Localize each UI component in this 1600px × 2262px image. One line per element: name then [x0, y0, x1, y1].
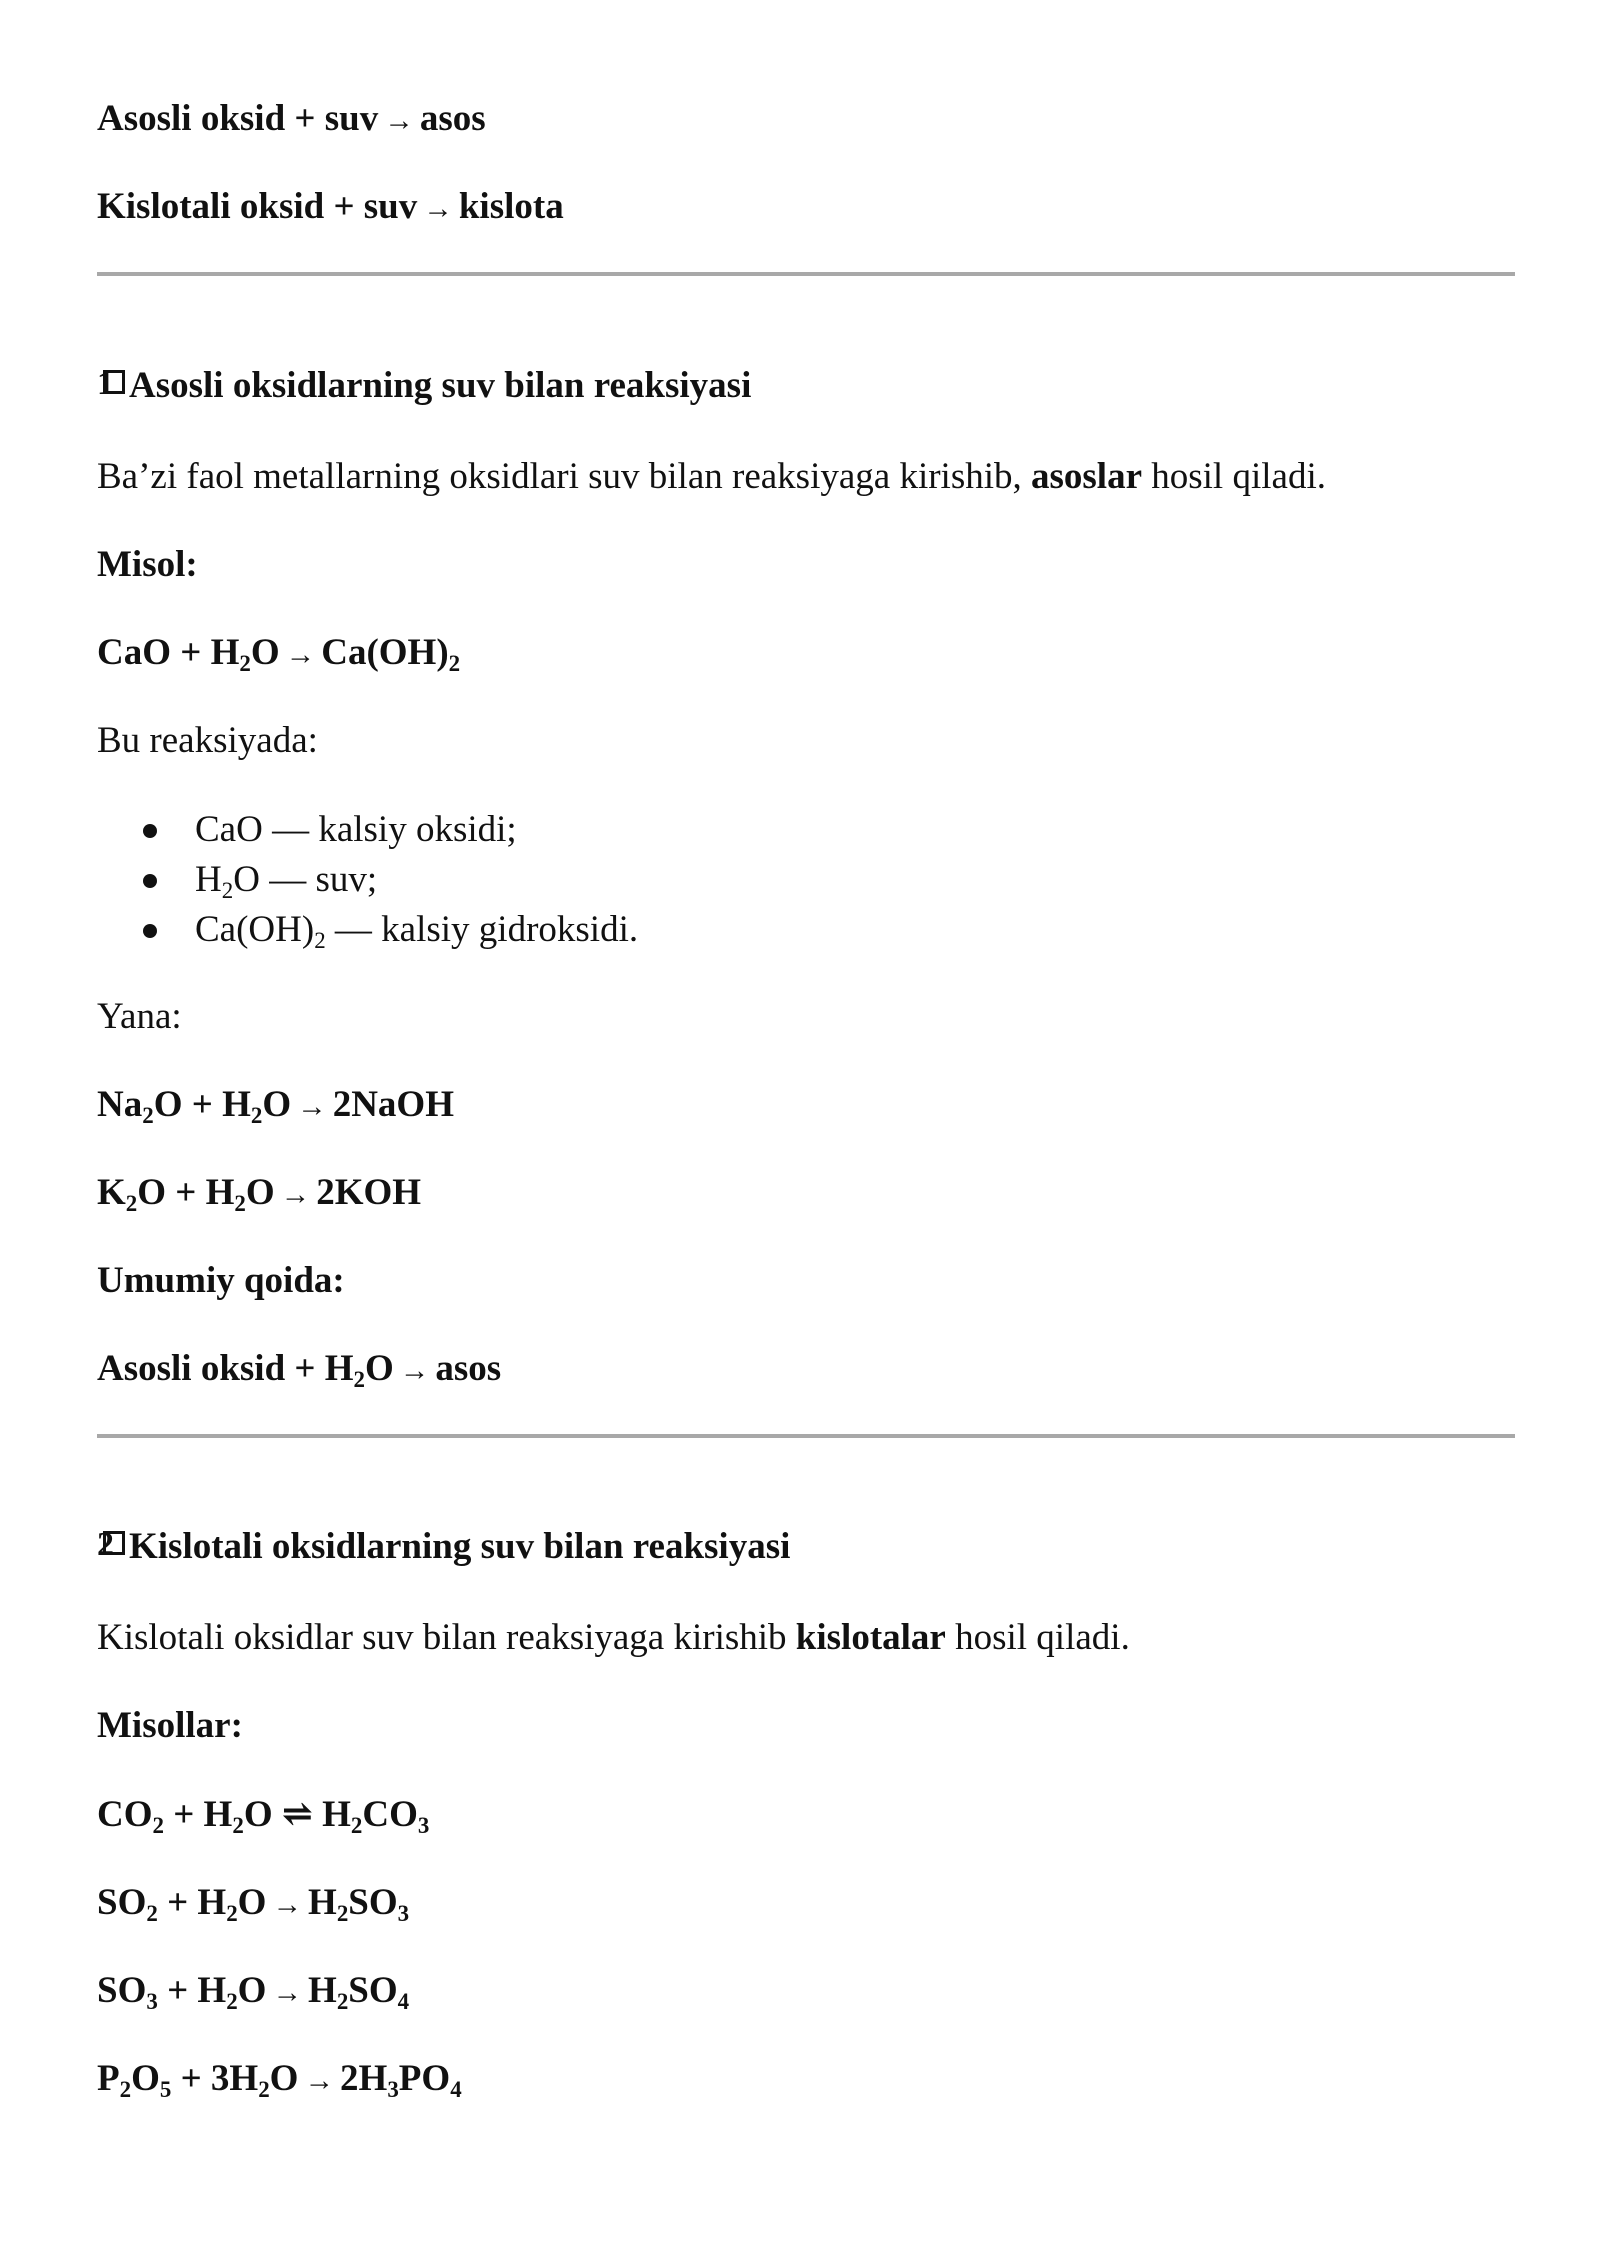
equation-lhs: Kislotali oksid + suv — [97, 186, 418, 227]
arrow-icon: → — [272, 1977, 303, 2009]
equation-so3-water: $SO_3 + H_2O \to H_2SO_4$ — [97, 1970, 410, 2014]
arrow-icon: → — [272, 1889, 303, 1921]
section-1-paragraph — [97, 455, 1326, 499]
section-title: Kislotali oksidlarning suv bilan reaksiyasi — [129, 1526, 791, 1567]
section-2-heading — [97, 1525, 790, 1569]
paragraph-bold-term: kislotalar — [795, 1617, 946, 1658]
arrow-icon: → — [399, 1355, 430, 1387]
equation-lhs: Asosli oksid + suv — [97, 98, 379, 139]
list-item: $H_2O$ — suv; — [195, 859, 378, 903]
in-reaction-label: Bu reaksiyada: — [97, 720, 318, 761]
equation-so2-water: $SO_2 + H_2O \to H_2SO_3$ — [97, 1882, 410, 1926]
arrow-icon: → — [297, 1091, 327, 1123]
arrow-icon: → — [280, 1179, 311, 1211]
paragraph-text: Kislotali oksidlar suv bilan reaksiyaga kirishib — [97, 1617, 796, 1658]
bullet-icon — [143, 874, 157, 888]
bullet-icon — [143, 924, 157, 938]
section-number: 1 — [97, 365, 114, 402]
list-item: CaO — kalsiy oksidi; — [195, 809, 517, 850]
section-number: 2 — [97, 1526, 114, 1563]
equation-rhs: asos — [419, 98, 486, 139]
arrow-icon: → — [423, 193, 453, 225]
section-1-heading — [97, 364, 751, 408]
bullet-icon — [143, 824, 157, 838]
general-rule-equation: Asosli oksid + $H_2O$ → asos — [97, 1348, 502, 1392]
keycap-number-icon — [97, 365, 127, 402]
equation-p2o5-water: $P_2O_5 + 3H_2O \to 2H_3PO_4$ — [97, 2058, 462, 2102]
paragraph-bold-term: asoslar — [1031, 456, 1142, 497]
general-rule-label: Umumiy qoida: — [97, 1260, 345, 1301]
horizontal-divider — [97, 272, 1515, 276]
equation-rhs: kislota — [458, 186, 564, 227]
keycap-number-icon — [97, 1526, 127, 1563]
rule-basic-oxide-water — [97, 97, 486, 143]
list-item: $Ca(OH)_2$ — kalsiy gidroksidi. — [195, 909, 639, 953]
section-title: Asosli oksidlarning suv bilan reaksiyasi — [129, 365, 752, 406]
arrow-icon: → — [285, 639, 316, 671]
also-label: Yana: — [97, 996, 182, 1037]
equation-co2-water: $CO_2 + H_2O$ ⇌ $H_2CO_3$ — [97, 1794, 430, 1838]
arrow-icon: → — [304, 2065, 335, 2097]
examples-label: Misollar: — [97, 1705, 243, 1746]
equation-k2o-water: $K_2O + H_2O \to 2KOH$ — [97, 1172, 422, 1216]
section-2-paragraph — [97, 1616, 1130, 1660]
example-label: Misol: — [97, 544, 198, 585]
equation-na2o-water: $Na_2O + H_2O$ → 2NaOH — [97, 1084, 454, 1128]
paragraph-text: hosil qiladi. — [1142, 456, 1326, 497]
rule-acidic-oxide-water — [97, 185, 564, 231]
paragraph-text: hosil qiladi. — [945, 1617, 1130, 1658]
arrow-icon: → — [384, 105, 414, 137]
horizontal-divider — [97, 1434, 1515, 1438]
paragraph-text: Ba’zi faol metallarning oksidlari suv bilan reaksiyaga kirishib, — [97, 456, 1031, 497]
equation-cao-water: CaO + $H_2O \to Ca(OH)_2$ — [97, 632, 461, 676]
equilibrium-arrow-icon: ⇌ — [281, 1794, 313, 1835]
